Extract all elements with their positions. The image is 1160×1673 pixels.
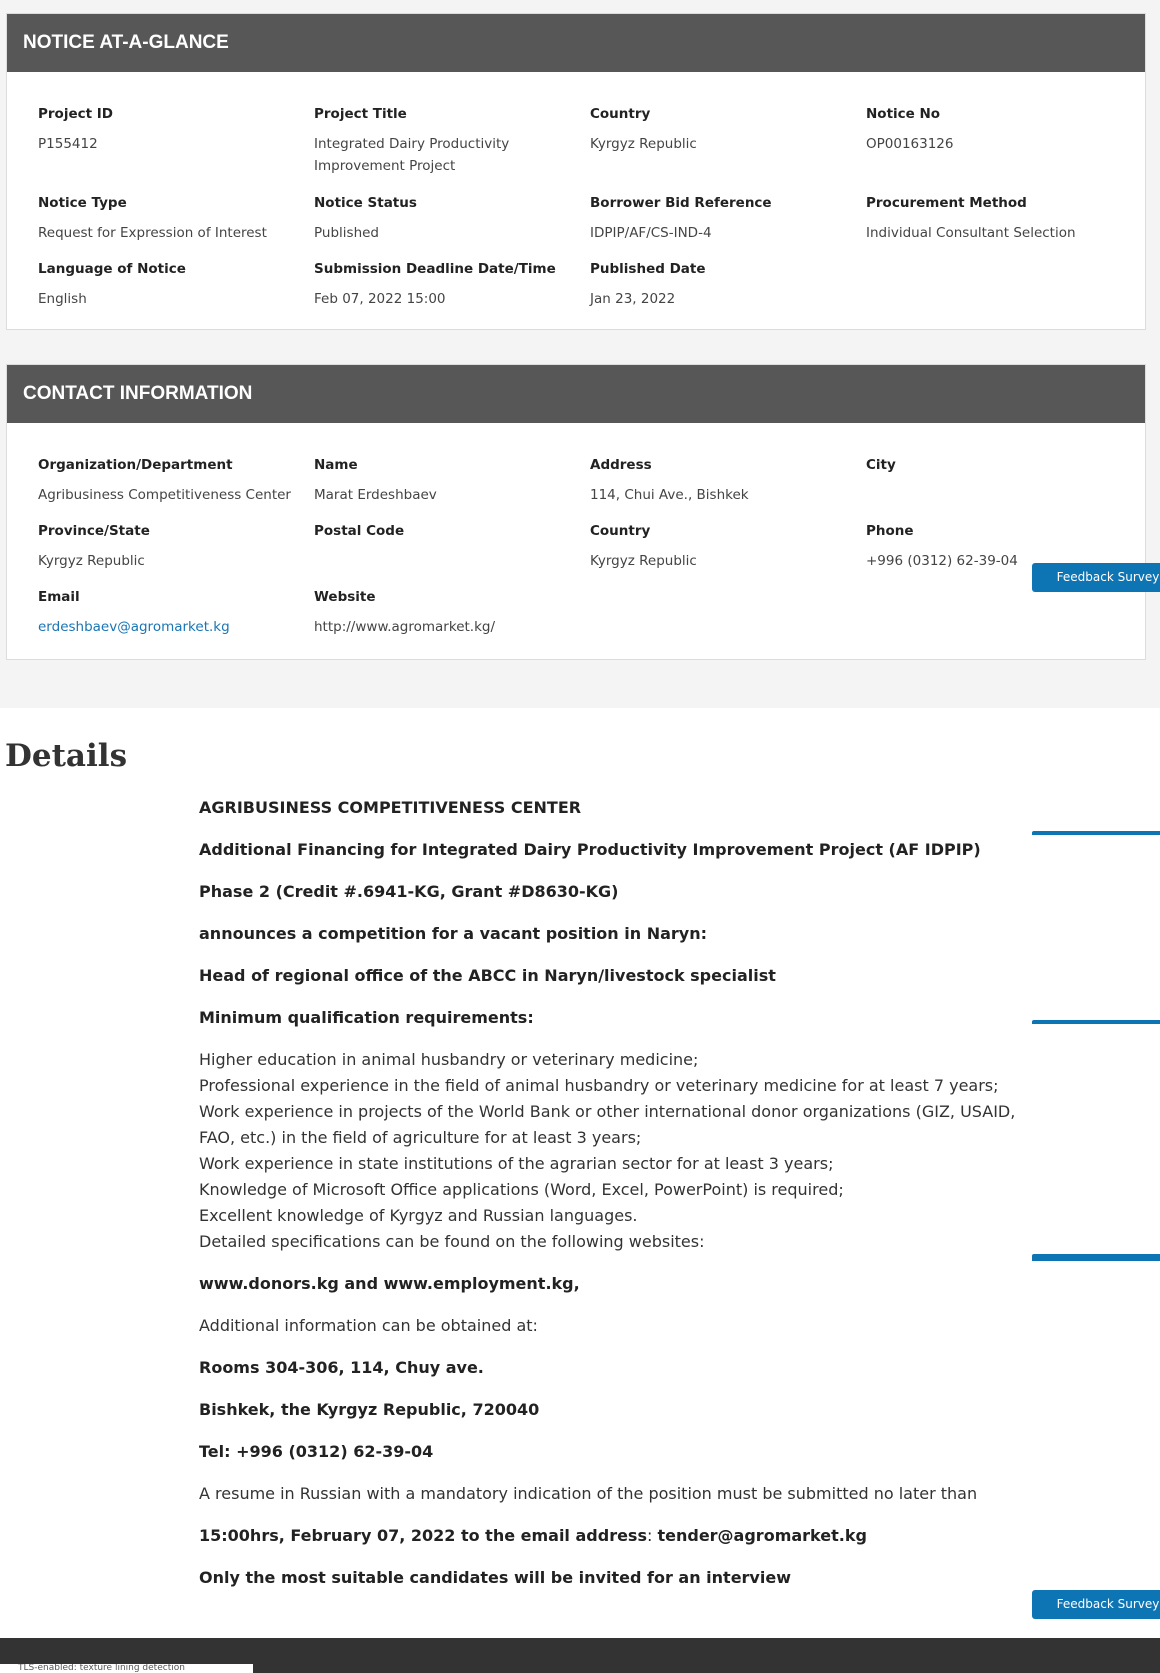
notice-field-language <box>38 260 288 310</box>
contact-panel-header: CONTACT INFORMATION <box>7 365 1145 423</box>
requirement-item: Excellent knowledge of Kyrgyz and Russian languages. <box>199 1206 638 1225</box>
details-body <box>199 795 1019 1607</box>
contact-field-province <box>38 522 288 572</box>
field-label: Email <box>38 589 80 605</box>
details-tel: Tel: +996 (0312) 62-39-04 <box>199 1442 434 1461</box>
contact-field-name <box>314 456 564 506</box>
requirement-item: Professional experience in the field of animal husbandry or veterinary medicine for at least 7 years; <box>199 1076 999 1095</box>
field-label: Organization/Department <box>38 457 233 473</box>
field-value: Kyrgyz Republic <box>590 136 697 152</box>
details-position: Head of regional office of the ABCC in Naryn/livestock specialist <box>199 966 776 985</box>
notice-field-borrower-bid-reference <box>590 194 840 244</box>
contact-panel <box>6 364 1146 660</box>
notice-field-notice-no <box>866 105 1116 155</box>
field-label: Province/State <box>38 523 150 539</box>
notice-field-notice-status <box>314 194 564 244</box>
side-accent-bar <box>1032 831 1160 835</box>
notice-field-notice-type <box>38 194 288 244</box>
notice-field-project-title <box>314 105 544 177</box>
feedback-survey-button[interactable]: Feedback Survey <box>1032 563 1160 592</box>
contact-field-email <box>38 588 298 638</box>
field-value: English <box>38 291 87 307</box>
details-title: Details <box>5 738 128 774</box>
notice-field-published-date <box>590 260 840 310</box>
field-value: Marat Erdeshbaev <box>314 487 437 503</box>
contact-field-address <box>590 456 840 506</box>
notice-field-submission-deadline <box>314 260 574 310</box>
field-label: Notice Status <box>314 195 417 211</box>
field-label: City <box>866 457 896 473</box>
details-deadline <box>199 1523 1019 1549</box>
field-value: Feb 07, 2022 15:00 <box>314 291 446 307</box>
contact-field-city <box>866 456 1116 484</box>
field-label: Name <box>314 457 358 473</box>
field-value: OP00163126 <box>866 136 954 152</box>
contact-field-postal-code <box>314 522 564 550</box>
notice-panel-header: NOTICE AT-A-GLANCE <box>7 14 1145 72</box>
requirement-item: Work experience in state institutions of the agrarian sector for at least 3 years; <box>199 1154 834 1173</box>
details-project: Additional Financing for Integrated Dairy Productivity Improvement Project (AF IDPIP) <box>199 840 981 859</box>
field-label: Language of Notice <box>38 261 186 277</box>
feedback-survey-button-bottom[interactable]: Feedback Survey <box>1032 1590 1160 1619</box>
notice-field-project-id <box>38 105 288 155</box>
notice-field-procurement-method <box>866 194 1136 244</box>
details-additional: Additional information can be obtained at: <box>199 1316 538 1335</box>
field-label: Project Title <box>314 106 407 122</box>
details-phase: Phase 2 (Credit #.6941-KG, Grant #D8630-KG) <box>199 882 619 901</box>
field-label: Country <box>590 106 651 122</box>
field-label: Notice Type <box>38 195 127 211</box>
field-value: 114, Chui Ave., Bishkek <box>590 487 749 503</box>
field-value: Kyrgyz Republic <box>590 553 697 569</box>
field-value: IDPIP/AF/CS-IND-4 <box>590 225 712 241</box>
details-rooms: Rooms 304-306, 114, Chuy ave. <box>199 1358 484 1377</box>
field-label: Submission Deadline Date/Time <box>314 261 556 277</box>
field-label: Postal Code <box>314 523 405 539</box>
field-label: Address <box>590 457 652 473</box>
field-label: Phone <box>866 523 914 539</box>
contact-field-phone <box>866 522 1036 572</box>
field-label: Procurement Method <box>866 195 1027 211</box>
notice-field-country <box>590 105 840 155</box>
contact-field-organization <box>38 456 298 506</box>
field-label: Notice No <box>866 106 941 122</box>
field-label: Project ID <box>38 106 113 122</box>
details-announce: announces a competition for a vacant position in Naryn: <box>199 924 707 943</box>
details-websites: www.donors.kg and www.employment.kg, <box>199 1274 580 1293</box>
requirement-item: Detailed specifications can be found on the following websites: <box>199 1232 705 1251</box>
details-closing: Only the most suitable candidates will be invited for an interview <box>199 1568 791 1587</box>
contact-field-country <box>590 522 840 572</box>
field-label: Website <box>314 589 376 605</box>
deadline-lead: 15:00hrs, February 07, 2022 to the email address <box>199 1526 647 1545</box>
field-label: Country <box>590 523 651 539</box>
field-value: Individual Consultant Selection <box>866 225 1076 241</box>
deadline-separator: : <box>646 1526 658 1545</box>
notice-panel <box>6 13 1146 330</box>
details-city: Bishkek, the Kyrgyz Republic, 720040 <box>199 1400 540 1419</box>
field-value: Jan 23, 2022 <box>590 291 676 307</box>
requirement-item: Higher education in animal husbandry or veterinary medicine; <box>199 1050 699 1069</box>
details-resume: A resume in Russian with a mandatory indication of the position must be submitted no later than <box>199 1484 978 1503</box>
details-org: AGRIBUSINESS COMPETITIVENESS CENTER <box>199 798 582 817</box>
field-value: Published <box>314 225 379 241</box>
summary-section <box>0 0 1160 708</box>
side-accent-bar <box>1032 1020 1160 1024</box>
footer-tab: TLS-enabled: texture lining detection <box>0 1664 253 1673</box>
deadline-email: tender@agromarket.kg <box>657 1526 867 1545</box>
requirement-item: Knowledge of Microsoft Office applications (Word, Excel, PowerPoint) is required; <box>199 1180 844 1199</box>
field-value: Agribusiness Competitiveness Center <box>38 487 291 503</box>
email-link[interactable]: erdeshbaev@agromarket.kg <box>38 619 230 635</box>
field-value: +996 (0312) 62-39-04 <box>866 553 1018 569</box>
requirement-item: Work experience in projects of the World Bank or other international donor organizations (GIZ, USAID, FAO, etc.) in the field of agriculture for at least 3 years; <box>199 1102 1016 1147</box>
field-value: Request for Expression of Interest <box>38 225 267 241</box>
field-value: P155412 <box>38 136 98 152</box>
field-label: Borrower Bid Reference <box>590 195 772 211</box>
contact-field-website <box>314 588 574 638</box>
website-value: http://www.agromarket.kg/ <box>314 619 496 635</box>
field-value: Integrated Dairy Productivity Improvement Project <box>314 136 510 174</box>
field-value: Kyrgyz Republic <box>38 553 145 569</box>
side-accent-bar <box>1032 1254 1160 1261</box>
details-min-req: Minimum qualification requirements: <box>199 1008 534 1027</box>
field-label: Published Date <box>590 261 706 277</box>
requirements-list <box>199 1047 1019 1255</box>
